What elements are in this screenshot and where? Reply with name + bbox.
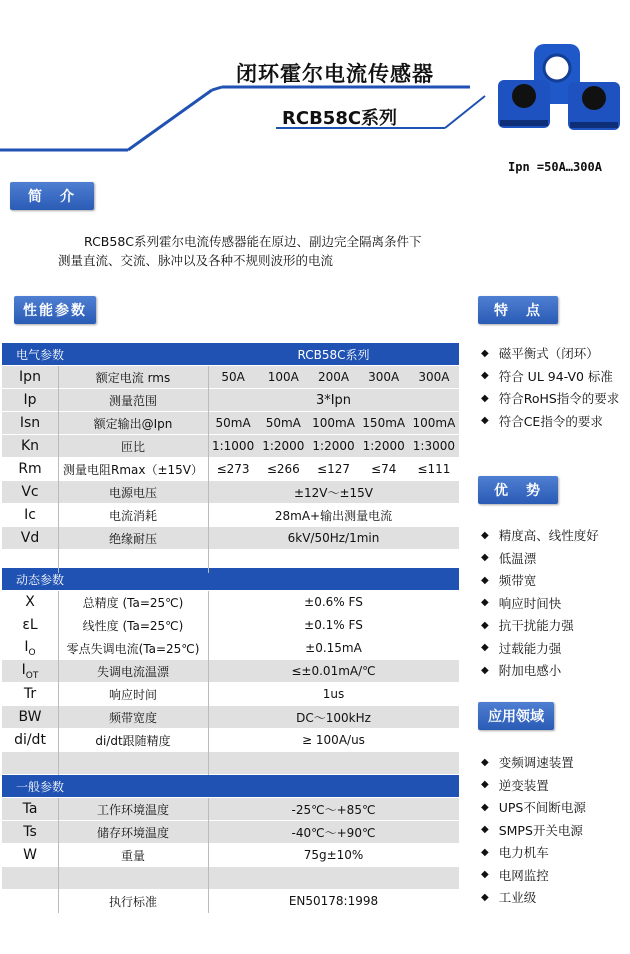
perf-tab: 性能参数: [14, 296, 96, 324]
table-row-io: $I_O$ 零点失调电流(Ta=25℃) ±0.15mA: [24, 638, 362, 658]
table-row-ipn: Ipn 额定电流 rms 50A 100A 200A 300A 300A: [2, 366, 459, 388]
table-row-vd: Vd 绝缘耐压 6kV/50Hz/1min: [2, 527, 459, 549]
table-row-tr: Tr 响应时间 1us: [23, 686, 345, 702]
features-tab: 特 点: [478, 296, 558, 324]
list-item: ◆ 磁平衡式（闭环）: [481, 346, 599, 362]
col-sep-5: [58, 798, 59, 913]
table-row-iot: $I_{OT}$ 失调电流温漂 ≤±0.01mA/℃: [2, 660, 459, 682]
intro-tab: 简 介: [10, 182, 94, 210]
table-row-ta: Ta 工作环境温度 -25℃～+85℃: [2, 798, 459, 820]
applications-tab: 应用领域: [478, 702, 554, 730]
col-sep-1: [58, 366, 59, 573]
table-row-didt: di/dt di/dt跟随精度 ≥ 100A/us: [14, 732, 365, 748]
list-item: ◆ 符合RoHS指令的要求: [481, 391, 620, 407]
list-item: ◆ 符合CE指令的要求: [481, 413, 603, 429]
table-row-std: 执行标准 EN50178:1998: [108, 894, 379, 909]
table-row-vc: Vc 电源电压 ±12V～±15V: [2, 481, 459, 503]
table-row-w: W 重量 75g±10%: [23, 847, 364, 863]
col-sep-6: [208, 798, 209, 913]
table-row-blank-2: [2, 752, 459, 774]
section-general: 一般参数: [2, 775, 459, 797]
list-item: ◆ UPS不间断电源: [481, 800, 586, 816]
list-item: ◆ 响应时间快: [481, 595, 562, 611]
page-title: 闭环霍尔电流传感器: [236, 62, 434, 86]
section-electrical: 电气参数 RCB58C系列: [2, 343, 459, 365]
table-row-ic: Ic 电流消耗 28mA+输出测量电流: [24, 507, 393, 523]
advantages-list: [481, 524, 599, 682]
list-item: ◆ 低温漂: [481, 550, 537, 566]
table-row-ip: Ip 测量范围 3*Ipn: [2, 389, 459, 411]
list-item: ◆ 工业级: [481, 890, 537, 906]
table-row-kn: Kn 匝比 1:1000 1:2000 1:2000 1:2000 1:3000: [2, 435, 459, 457]
list-item: ◆ 电力机车: [481, 845, 549, 861]
col-sep-2: [208, 366, 209, 573]
table-row-x: X 总精度 (Ta=25℃) ±0.6% FS: [25, 594, 363, 610]
list-item: ◆ 变频调速装置: [481, 755, 574, 771]
list-item: ◆ 精度高、线性度好: [481, 528, 599, 544]
table-row-bw: BW 频带宽度 DC～100kHz: [2, 706, 459, 728]
table-row-ts: Ts 储存环境温度 -40℃～+90℃: [2, 821, 459, 843]
list-item: ◆ SMPS开关电源: [481, 822, 583, 838]
table-row-blank-3: [2, 867, 459, 889]
intro-line-2: 测量直流、交流、脉冲以及各种不规则波形的电流: [58, 253, 334, 268]
intro-text: [58, 232, 458, 270]
col-sep-4: [208, 591, 209, 775]
table-row-rm: Rm 测量电阻Rmax（±15V） ≤273 ≤266 ≤127 ≤74 ≤111: [18, 461, 451, 477]
applications-list: [481, 751, 586, 909]
list-item: ◆ 电网监控: [481, 867, 549, 883]
col-sep-3: [58, 591, 59, 775]
section-dynamic: 动态参数: [2, 568, 459, 590]
intro-line-1: RCB58C系列霍尔电流传感器能在原边、副边完全隔离条件下: [84, 234, 422, 249]
list-item: ◆ 附加电感小: [481, 663, 562, 679]
current-range: Ipn =50A…300A: [508, 160, 602, 174]
advantages-tab: 优 势: [478, 476, 558, 504]
product-image: [490, 38, 630, 138]
list-item: ◆ 频带宽: [481, 573, 537, 589]
list-item: ◆ 逆变装置: [481, 777, 549, 793]
list-item: ◆ 符合 UL 94-V0 标准: [481, 368, 613, 384]
list-item: ◆ 过载能力强: [481, 640, 562, 656]
table-row-el: εL 线性度 (Ta=25℃) ±0.1% FS: [22, 617, 363, 633]
features-list: [481, 342, 619, 432]
list-item: ◆ 抗干扰能力强: [481, 618, 574, 634]
series-subtitle: RCB58C系列: [282, 108, 398, 129]
table-row-isn: Isn 额定输出@Ipn 50mA 50mA 100mA 150mA 100mA: [2, 412, 459, 434]
